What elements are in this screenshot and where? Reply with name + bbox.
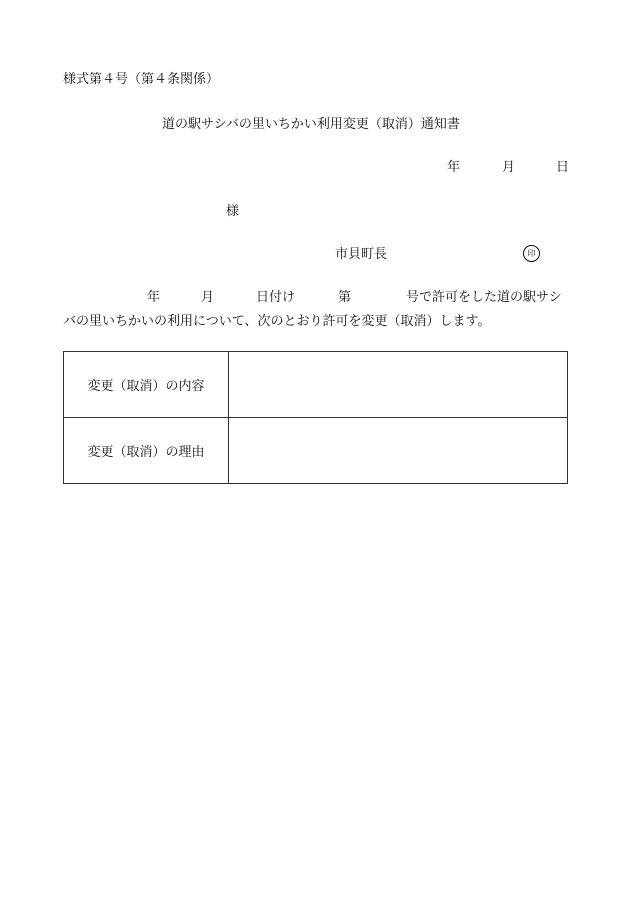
document-title: 道の駅サシバの里いちかい利用変更（取消）通知書 (162, 117, 460, 132)
addressee-honorific: 様 (226, 204, 240, 219)
form-number: 様式第４号（第４条関係） (63, 72, 220, 87)
body-line1-text: 号で許可をした道の駅サシ (406, 290, 562, 305)
issuer-title: 市貝町長 (335, 247, 388, 262)
date-month-label: 月 (502, 160, 516, 175)
body-month-label: 月 (201, 290, 215, 305)
change-details-table (63, 351, 568, 484)
body-year-label: 年 (147, 290, 161, 305)
body-dated-label: 日付け (256, 290, 296, 305)
change-content-label: 変更（取消）の内容 (64, 352, 229, 418)
change-content-value (229, 352, 568, 418)
change-reason-label: 変更（取消）の理由 (64, 418, 229, 484)
date-day-label: 日 (556, 160, 570, 175)
date-year-label: 年 (447, 160, 461, 175)
table-row (64, 352, 568, 418)
body-number-prefix: 第 (338, 290, 352, 305)
change-reason-value (229, 418, 568, 484)
seal-icon: 印 (523, 245, 540, 262)
body-line2-text: バの里いちかいの利用について、次のとおり許可を変更（取消）します。 (63, 314, 491, 329)
table-row (64, 418, 568, 484)
